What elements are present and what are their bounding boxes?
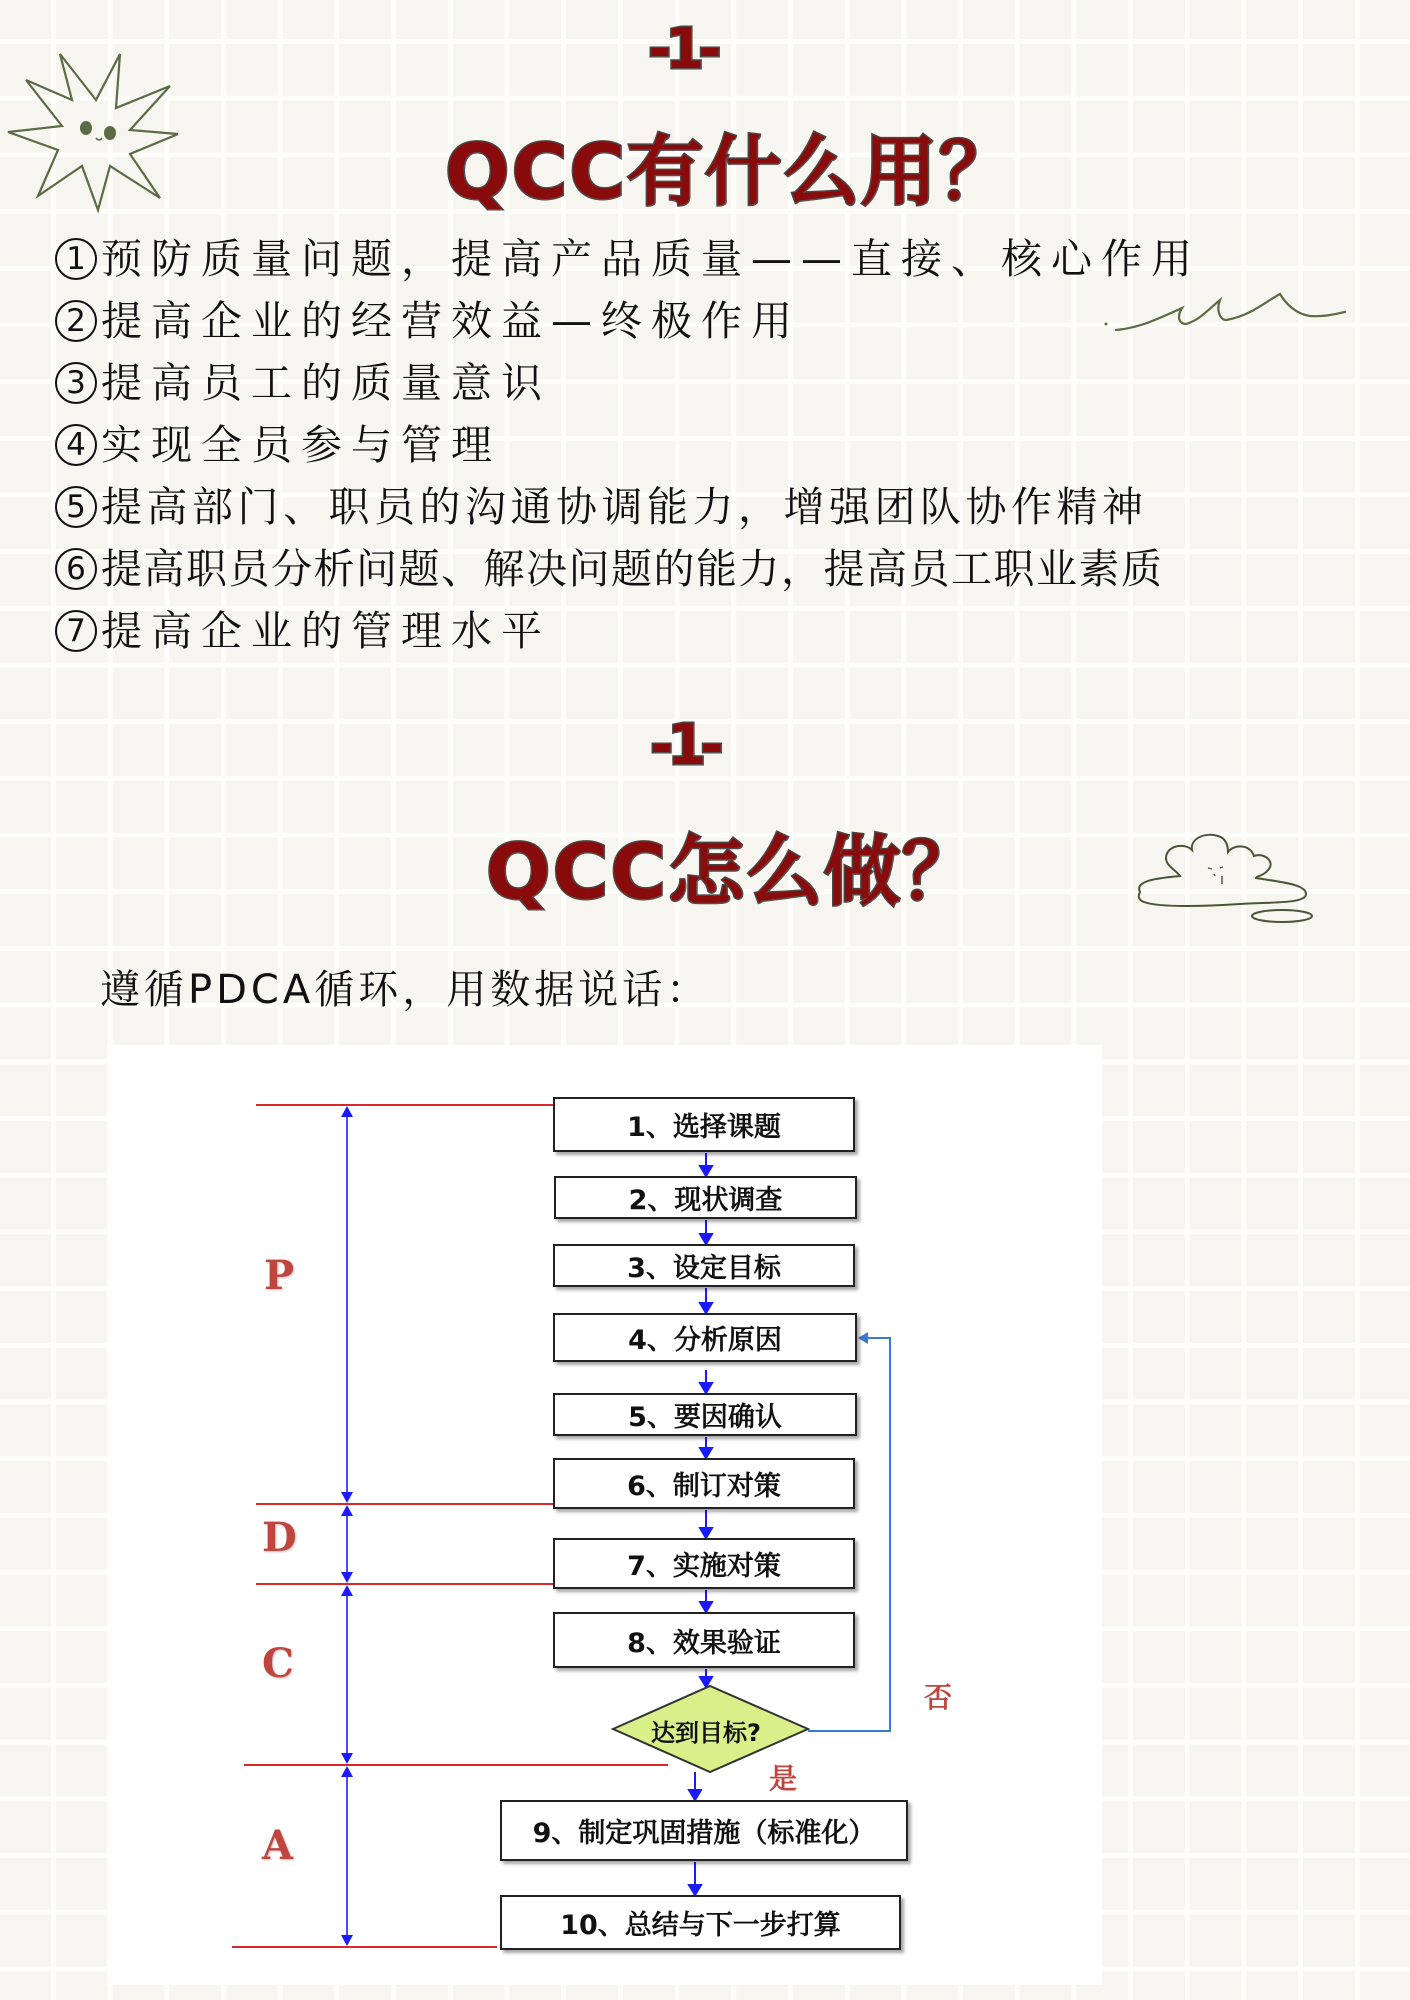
- circled-number: 3: [55, 362, 97, 404]
- step-box-8: 8、效果验证: [553, 1612, 855, 1668]
- section-2-title: QCC怎么做？: [486, 827, 981, 916]
- phase-label-plan: P: [264, 1252, 295, 1299]
- step-box-3: 3、设定目标: [553, 1244, 855, 1287]
- benefit-text: 提高企业的管理水平: [101, 607, 551, 655]
- benefit-text: 提高企业的经营效益—终极作用: [101, 297, 801, 345]
- phase-label-do: D: [262, 1514, 297, 1561]
- section-2-marker: -1-: [650, 713, 718, 778]
- step-box-4: 4、分析原因: [553, 1313, 857, 1362]
- benefit-text: 提高部门、职员的沟通协调能力，增强团队协作精神: [101, 483, 1148, 531]
- phase-label-check: C: [262, 1640, 294, 1687]
- step-box-10: 10、总结与下一步打算: [500, 1895, 901, 1950]
- benefit-text: 提高员工的质量意识: [101, 359, 551, 407]
- step-box-5: 5、要因确认: [553, 1393, 857, 1436]
- decision-label: 达到目标?: [651, 1719, 761, 1747]
- phase-label-act: A: [262, 1822, 294, 1869]
- step-box-1: 1、选择课题: [553, 1097, 855, 1152]
- circled-number: 5: [55, 486, 97, 528]
- section-1-title: QCC有什么用？: [445, 127, 1018, 216]
- step-box-9: 9、制定巩固措施（标准化）: [500, 1800, 908, 1861]
- step-box-7: 7、实施对策: [553, 1538, 855, 1589]
- circled-number: 1: [55, 238, 97, 280]
- step-box-2: 2、现状调查: [554, 1176, 857, 1219]
- no-label: 否: [924, 1681, 953, 1714]
- yes-label: 是: [769, 1762, 798, 1795]
- pdca-intro-text: 遵循PDCA循环，用数据说话：: [100, 967, 711, 1013]
- circled-number: 7: [55, 610, 97, 652]
- benefit-text: 预防质量问题，提高产品质量——直接、核心作用: [101, 235, 1201, 283]
- section-1-marker: -1-: [648, 17, 716, 82]
- benefit-text: 提高职员分析问题、解决问题的能力，提高员工职业素质: [101, 545, 1164, 593]
- step-box-6: 6、制订对策: [553, 1458, 855, 1509]
- benefit-text: 实现全员参与管理: [101, 421, 501, 469]
- circled-number: 2: [55, 300, 97, 342]
- circled-number: 6: [55, 548, 97, 590]
- circled-number: 4: [55, 424, 97, 466]
